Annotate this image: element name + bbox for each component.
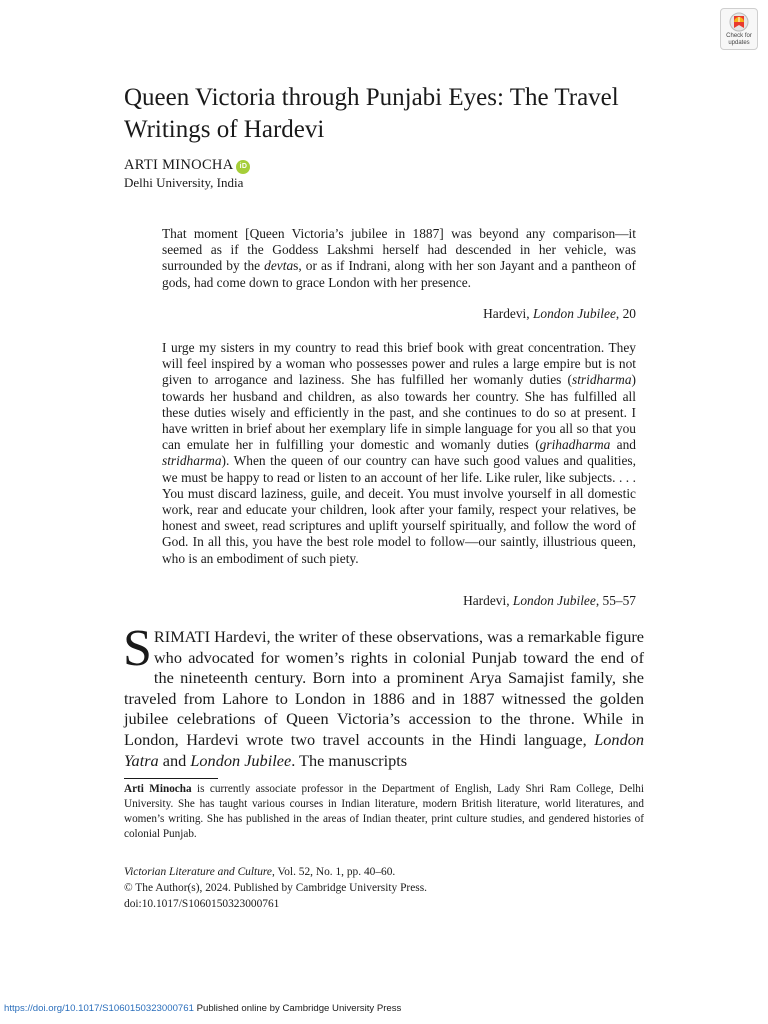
journal-name: Victorian Literature and Culture [124, 866, 272, 878]
epigraph-2-text-a: I urge my sisters in my country to read this brief book with great concentration. They will feel inspired by a woman who possesses power and rules a large empire but is not given to arrogance and laziness. She has fulfilled her womanly duties ( [162, 340, 636, 388]
epigraph-1-italic: devta [264, 258, 294, 274]
body-text-c: . The manuscripts [291, 750, 408, 770]
body-paragraph [123, 620, 644, 771]
epigraph-1 [162, 226, 636, 291]
epigraph-2-attribution [463, 593, 636, 609]
author-affiliation: Delhi University, India [124, 175, 244, 190]
attribution-pages: , 55–57 [595, 593, 636, 608]
orcid-icon[interactable]: iD [236, 160, 250, 174]
drop-cap: S [123, 620, 152, 677]
copyright-line: © The Author(s), 2024. Published by Cambridge University Press. [124, 882, 427, 894]
author-name: ARTI MINOCHA [124, 157, 234, 173]
journal-info [124, 864, 427, 912]
epigraph-1-attribution [483, 306, 636, 322]
body-italic-1: London Yatra [124, 729, 644, 770]
footnote-divider [124, 778, 218, 779]
epigraph-2 [162, 340, 636, 567]
attribution-author: Hardevi, [483, 306, 533, 321]
attribution-pages: , 20 [615, 306, 636, 321]
published-online-text: Published online by Cambridge University Press [193, 1003, 402, 1014]
badge-text-line2: updates [728, 40, 750, 46]
epigraph-1-text-b: s, or as if Indrani, along with her son Jayant and a pantheon of gods, had come down to grace London with her presence. [162, 258, 636, 290]
author-line [124, 156, 250, 174]
epigraph-2-text-d: ). When the queen of our country can have such good values and qualities, we must be happy to read or listen to an account of her life. Like ruler, like subjects. . . . You must discard laziness, guile, and deceit. You must involve yourself in all domestic work, rear and educate your children, look after your family, respect your relatives, be honest and sweet, read scriptures and uplift yourself spiritually, and follow the word of God. In all this, you have the best role model to follow—our saintly, illustrious queen, who is an embodiment of such piety. [162, 453, 636, 566]
check-for-updates-badge[interactable] [720, 8, 758, 50]
author-bio-footnote [124, 782, 644, 842]
body-text-b: and [158, 750, 191, 770]
attribution-author: Hardevi, [463, 593, 513, 608]
journal-volume: , Vol. 52, No. 1, pp. 40–60. [271, 866, 396, 878]
epigraph-1-text-a: That moment [Queen Victoria’s jubilee in 1887] was beyond any comparison—it seemed as if the Goddess Lakshmi herself had descended in her vehicle, was surrounded by the [162, 226, 636, 274]
epigraph-2-italic-3: stridharma [162, 453, 222, 469]
attribution-work: London Jubilee [532, 306, 616, 321]
published-online-footer [4, 1003, 401, 1015]
epigraph-2-text-c: and [610, 437, 636, 453]
body-italic-2: London Jubilee [190, 750, 292, 770]
footnote-author-name: Arti Minocha [124, 783, 192, 795]
footnote-text: is currently associate professor in the Department of English, Lady Shri Ram College, Delhi University. She has taught various courses in Indian literature, modern British literature, world literatures, and women’s writing. She has published in the areas of Indian theater, print culture studies, and gendered histories of colonial Punjab. [124, 783, 645, 840]
epigraph-2-italic-2: grihadharma [539, 437, 611, 453]
epigraph-2-italic-1: stridharma [572, 372, 632, 388]
doi-link[interactable]: https://doi.org/10.1017/S1060150323000761 [4, 1003, 194, 1014]
journal-citation [124, 864, 427, 880]
epigraph-2-text-b: ) towards her husband and children, as also towards her country. She has fulfilled all these duties wisely and efficiently in the past, and she continues to do so at present. I have written in brief about her exemplary life in simple language for you all so that you can emulate her in fulfilling your domestic and womanly duties ( [162, 372, 636, 453]
crossmark-icon [729, 12, 749, 32]
article-title: Queen Victoria through Punjabi Eyes: The Travel Writings of Hardevi [124, 84, 619, 143]
badge-text-line1: Check for [726, 33, 752, 39]
doi-line: doi:10.1017/S1060150323000761 [124, 898, 280, 910]
attribution-work: London Jubilee [512, 593, 596, 608]
body-text-a: RIMATI Hardevi, the writer of these observations, was a remarkable figure who advocated for women’s rights in colonial Punjab toward the end of the nineteenth century. Born into a prominent Arya Samajist family, she traveled from Lahore to London in 1886 and in 1887 witnessed the golden jubilee celebrations of Queen Victoria’s accession to the throne. While in London, Hardevi wrote two travel accounts in the Hindi language, [124, 627, 644, 749]
